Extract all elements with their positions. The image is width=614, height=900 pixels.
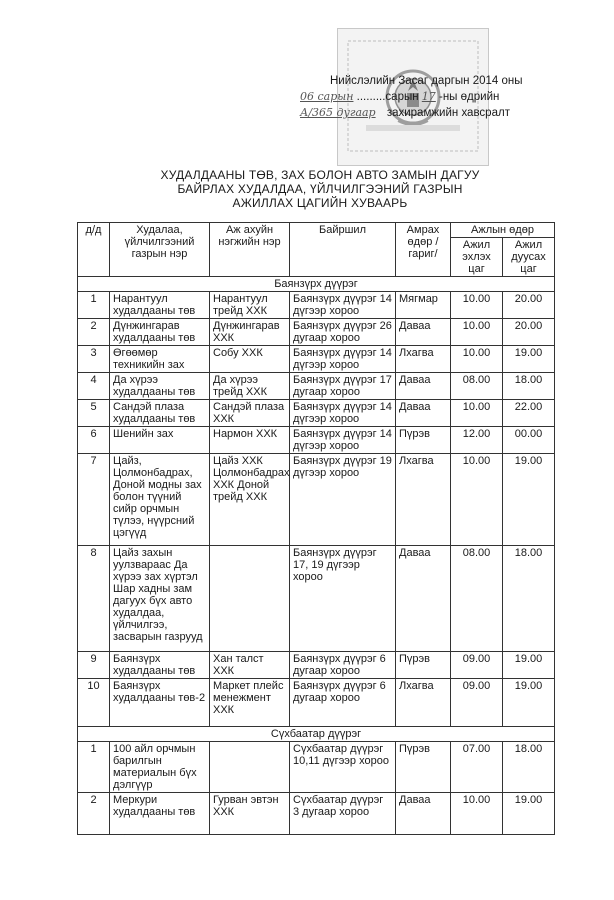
row-name: Шенийн зах (110, 427, 210, 454)
row-start-time: 10.00 (451, 346, 503, 373)
table-row (78, 652, 555, 679)
table-row (78, 373, 555, 400)
row-location: Баянзүрх дүүрэг 19 дүгээр хороо (290, 454, 396, 546)
row-number: 2 (78, 793, 110, 835)
row-start-time: 12.00 (451, 427, 503, 454)
row-location: Баянзүрх дүүрэг 14 дүгээр хороо (290, 427, 396, 454)
row-entity: Нармон ХХК (210, 427, 290, 454)
row-number: 1 (78, 292, 110, 319)
row-start-time: 10.00 (451, 454, 503, 546)
row-number: 1 (78, 742, 110, 793)
row-number: 8 (78, 546, 110, 652)
row-location: Сүхбаатар дүүрэг 10,11 дүгээр хороо (290, 742, 396, 793)
row-rest-day: Мягмар (396, 292, 451, 319)
row-rest-day: Лхагва (396, 454, 451, 546)
row-rest-day: Пүрэв (396, 742, 451, 793)
row-location: Баянзүрх дүүрэг 6 дугаар хороо (290, 679, 396, 727)
row-entity: Хан талст ХХК (210, 652, 290, 679)
row-number: 9 (78, 652, 110, 679)
approval-note (300, 73, 580, 121)
title-line-2: БАЙРЛАХ ХУДАЛДАА, ҮЙЛЧИЛГЭЭНИЙ ГАЗРЫН (177, 182, 463, 196)
row-rest-day: Даваа (396, 546, 451, 652)
row-number: 6 (78, 427, 110, 454)
row-location: Баянзүрх дүүрэг 14 дүгээр хороо (290, 292, 396, 319)
row-end-time: 19.00 (503, 652, 555, 679)
approval-month-label: .........сарын (356, 91, 419, 103)
row-start-time: 09.00 (451, 652, 503, 679)
row-rest-day: Даваа (396, 793, 451, 835)
schedule-table-body (78, 277, 555, 835)
handwritten-day: 17 (421, 90, 436, 103)
row-entity: Дүнжингарав ХХК (210, 319, 290, 346)
row-location: Баянзүрх дүүрэг 17 дугаар хороо (290, 373, 396, 400)
row-end-time: 20.00 (503, 319, 555, 346)
row-location: Баянзүрх дүүрэг 17, 19 дүгээр хороо (290, 546, 396, 652)
approval-line-3 (300, 105, 580, 121)
row-end-time: 19.00 (503, 346, 555, 373)
row-end-time: 18.00 (503, 373, 555, 400)
approval-day-suffix: -ны өдрийн (439, 91, 500, 103)
row-end-time: 19.00 (503, 793, 555, 835)
row-name: Сандэй плаза худалдааны төв (110, 400, 210, 427)
table-row (78, 319, 555, 346)
header-num: д/д (78, 223, 110, 277)
row-location: Баянзүрх дүүрэг 14 дүгээр хороо (290, 400, 396, 427)
row-rest-day: Пүрэв (396, 652, 451, 679)
table-row (78, 292, 555, 319)
row-name: Меркури худалдааны төв (110, 793, 210, 835)
approval-line-2 (300, 89, 580, 105)
table-row (78, 742, 555, 793)
row-name: Да хүрээ худалдааны төв (110, 373, 210, 400)
section-name: Баянзүрх дүүрэг (78, 277, 555, 292)
handwritten-order-number: А/365 дугаар (300, 106, 376, 119)
row-start-time: 08.00 (451, 373, 503, 400)
row-start-time: 10.00 (451, 793, 503, 835)
schedule-table (77, 222, 555, 835)
row-number: 10 (78, 679, 110, 727)
row-end-time: 20.00 (503, 292, 555, 319)
title-line-1: ХУДАЛДААНЫ ТӨВ, ЗАХ БОЛОН АВТО ЗАМЫН ДАГУУ (160, 168, 480, 182)
row-rest-day: Даваа (396, 373, 451, 400)
row-location: Сүхбаатар дүүрэг 3 дугаар хороо (290, 793, 396, 835)
row-start-time: 10.00 (451, 400, 503, 427)
row-end-time: 22.00 (503, 400, 555, 427)
row-start-time: 07.00 (451, 742, 503, 793)
table-row (78, 346, 555, 373)
handwritten-month: 06 сарын (300, 90, 354, 103)
row-start-time: 10.00 (451, 292, 503, 319)
table-row (78, 454, 555, 546)
row-end-time: 19.00 (503, 679, 555, 727)
row-location: Баянзүрх дүүрэг 6 дугаар хороо (290, 652, 396, 679)
table-row (78, 679, 555, 727)
row-name: Нарантуул худалдааны төв (110, 292, 210, 319)
row-end-time: 18.00 (503, 546, 555, 652)
row-rest-day: Пүрэв (396, 427, 451, 454)
row-entity: Да хүрээ трейд ХХК (210, 373, 290, 400)
row-rest-day: Даваа (396, 319, 451, 346)
row-number: 2 (78, 319, 110, 346)
row-name: Дүнжингарав худалдааны төв (110, 319, 210, 346)
row-name: Баянзүрх худалдааны төв-2 (110, 679, 210, 727)
header-start-time: Ажил эхлэх цаг (451, 238, 503, 277)
table-row (78, 427, 555, 454)
header-workday: Ажлын өдөр (451, 223, 555, 238)
title-line-3: АЖИЛЛАХ ЦАГИЙН ХУВААРЬ (232, 196, 408, 210)
row-location: Баянзүрх дүүрэг 14 дүгээр хороо (290, 346, 396, 373)
approval-line-1: Нийслэлийн Засаг даргын 2014 оны (330, 75, 523, 87)
row-number: 5 (78, 400, 110, 427)
approval-appendix-label: захирамжийн хавсралт (386, 107, 510, 119)
row-entity (210, 742, 290, 793)
table-row (78, 400, 555, 427)
row-end-time: 19.00 (503, 454, 555, 546)
row-rest-day: Лхагва (396, 346, 451, 373)
row-location: Баянзүрх дүүрэг 26 дугаар хороо (290, 319, 396, 346)
header-location: Байршил (290, 223, 396, 277)
row-entity: Нарантуул трейд ХХК (210, 292, 290, 319)
row-name: Цайз, Цолмонбадрах, Доной модны зах болон түүний сийр орчмын түлээ, нүүрсний цэгүүд (110, 454, 210, 546)
row-start-time: 08.00 (451, 546, 503, 652)
header-name: Худалаа, үйлчилгээний газрын нэр (110, 223, 210, 277)
row-number: 4 (78, 373, 110, 400)
header-end-time: Ажил дуусах цаг (503, 238, 555, 277)
row-number: 3 (78, 346, 110, 373)
row-name: Өгөөмөр техникийн зах (110, 346, 210, 373)
row-start-time: 10.00 (451, 319, 503, 346)
section-name: Сүхбаатар дүүрэг (78, 727, 555, 742)
header-row (78, 223, 555, 238)
row-name: 100 айл орчмын барилгын материалын бүх дэлгүүр (110, 742, 210, 793)
row-entity: Сандэй плаза ХХК (210, 400, 290, 427)
table-row (78, 546, 555, 652)
row-end-time: 00.00 (503, 427, 555, 454)
header-rest-day: Амрах өдөр /гариг/ (396, 223, 451, 277)
section-row (78, 277, 555, 292)
table-row (78, 793, 555, 835)
row-entity: Цайз ХХК Цолмонбадрах ХХК Доной трейд ХХК (210, 454, 290, 546)
section-row (78, 727, 555, 742)
row-name: Баянзүрх худалдааны төв (110, 652, 210, 679)
document-title (80, 168, 560, 210)
row-rest-day: Лхагва (396, 679, 451, 727)
row-name: Цайз захын уулзвараас Да хүрээ зах хүртэл Шар хадны зам дагуух бүх авто худалдаа, үйлчилгээ, засварын газрууд (110, 546, 210, 652)
row-entity (210, 546, 290, 652)
row-rest-day: Даваа (396, 400, 451, 427)
row-entity: Собу ХХК (210, 346, 290, 373)
row-start-time: 09.00 (451, 679, 503, 727)
header-entity: Аж ахуйн нэгжийн нэр (210, 223, 290, 277)
row-entity: Маркет плейс менежмент ХХК (210, 679, 290, 727)
row-entity: Гурван эвтэн ХХК (210, 793, 290, 835)
row-number: 7 (78, 454, 110, 546)
row-end-time: 18.00 (503, 742, 555, 793)
